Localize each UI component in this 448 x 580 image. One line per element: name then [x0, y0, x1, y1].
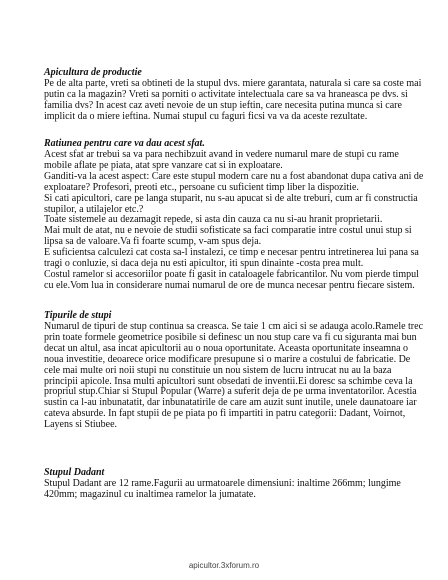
text-line: implicit da o miere ieftina. Numai stupul cu faguri ficsi va va da aceste rezultate. — [44, 110, 368, 122]
section-ratiunea — [44, 138, 432, 292]
text-line: exploatare? Profesori, preoti etc., persoane cu suficient timp liber la dispozitie. — [44, 181, 359, 193]
text-line: Costul ramelor si accesoriilor poate fi gasit in cataloagele fabricantilor. Nu vom pierde timpul — [44, 268, 419, 280]
text-line: familia dvs? In acest caz aveti nevoie de un stup ieftin, care necesita putina munca si care — [44, 99, 402, 111]
section-heading: Ratiunea pentru care va dau acest sfat. — [44, 138, 205, 149]
section-heading: Tipurile de stupi — [44, 310, 112, 321]
text-line: Mai mult de atat, nu e nevoie de studii sofisticate sa faci comparatie intre costul unui stup si — [44, 225, 412, 237]
text-line: propriul stup.Chiar si Stupul Popular (Warre) a suferit deja de pe urma inventatorilor. Acestia — [44, 386, 417, 398]
section-heading: Stupul Dadant — [44, 467, 105, 478]
text-line: Layens si Stiubee. — [44, 419, 118, 431]
text-line: prin toate formele geometrice posibile si definesc un nou stup care va fi cu siguranta mai bun — [44, 331, 417, 343]
text-line: principii apicole. Insa multi apicultori sunt obsedati de inventii.Ei doresc sa schimbe ceva la — [44, 375, 413, 387]
section-tipurile-de-stupi — [44, 310, 432, 431]
text-line: Pe de alta parte, vreti sa obtineti de la stupul dvs. miere garantata, naturala si care sa coste mai — [44, 78, 422, 89]
text-line: stupilor, a utilajelor etc.? — [44, 203, 144, 215]
text-line: tragi o conluzie, si daca deja nu esti apicultor, iti spun dinainte -costa prea mult. — [44, 258, 364, 270]
text-line: E suficientsa calculezi cat costa sa-l instalezi, ce timp e necesar pentru intretinerea lui pana sa — [44, 247, 419, 259]
site-watermark: apicultor.3xforum.ro — [188, 561, 260, 570]
section-apicultura-de-productie — [44, 67, 432, 123]
text-line: 420mm; magazinul cu inaltimea ramelor la jumatate. — [44, 488, 256, 500]
text-line: Stupul Dadant are 12 rame.Fagurii au urmatoarele dimensiuni: inaltime 266mm; lungime — [44, 478, 401, 489]
text-line: mobile aflate pe piata, atat spre vanzare cat si in exploatare. — [44, 159, 283, 171]
section-paragraph — [44, 479, 432, 501]
text-line: sustin ca l-au inbunatatit, dar inbunatatirile de care am auzit sunt inutile, unele daunatoare iar — [44, 397, 417, 409]
text-line: Toate sistemele au dezamagit repede, si asta din cauza ca nu si-au hranit proprietarii. — [44, 214, 383, 226]
text-line: Si cati apicultori, care pe langa stuparit, nu s-au apucat si de alte treburi, cum ar fi constructia — [44, 192, 418, 204]
text-line: noua investitie, deoarece orice modificare presupune si o marire a costului de fabricatie. De — [44, 353, 411, 365]
text-line: decat un altul, asa incat apicultorii au o noua oportunitate. Aceasta oportunitate inseamna o — [44, 342, 409, 354]
text-line: Ganditi-va la acest aspect: Care este stupul modern care nu a fost abandonat dupa cativa ani de — [44, 170, 424, 182]
section-paragraph — [44, 150, 432, 292]
section-paragraph — [44, 79, 432, 123]
section-stupul-dadant — [44, 467, 432, 501]
text-line: lipsa sa de valoare.Va fi foarte scump, v-am spus deja. — [44, 236, 262, 248]
text-line: cele mai multe ori noii stupi nu constituie un nou sistem de lucru intrucat nu au la baza — [44, 364, 392, 376]
section-paragraph — [44, 322, 432, 431]
text-line: cu ele.Vom lua in considerare numai numarul de ore de munca necesar pentru fiecare sistem. — [44, 279, 415, 291]
section-heading: Apicultura de productie — [44, 67, 142, 78]
text-line: Acest sfat ar trebui sa va para nechibzuit avand in vedere numarul mare de stupi cu rame — [44, 149, 399, 160]
text-line: Numarul de tipuri de stup continua sa creasca. Se taie 1 cm aici si se adauga acolo.Ramele trec — [44, 321, 424, 332]
text-line: putin ca la magazin? Vreti sa porniti o activitate intelectuala care sa va hraneasca pe dvs. si — [44, 88, 408, 100]
text-line: cateva absurde. In fapt stupii de pe piata po fi impartiti in patru categorii: Dadant, Voirnot, — [44, 408, 406, 420]
